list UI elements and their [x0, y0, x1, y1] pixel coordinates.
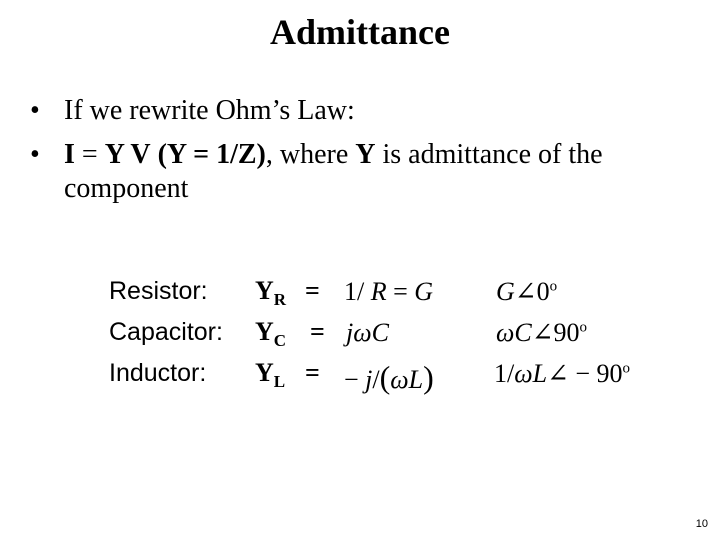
inductor-label: Inductor:	[109, 359, 207, 387]
capacitor-value: jωC	[346, 318, 389, 347]
resistor-value: 1/ R = G	[344, 277, 434, 306]
bullet-text-bold: (Y = 1/Z)	[157, 139, 266, 170]
bullet-item	[30, 138, 690, 206]
page-number: 10	[695, 518, 708, 530]
inductor-value: − j/(ωL)	[344, 359, 434, 395]
inductor-polar: 1/ωL∠ − $90^o$	[494, 359, 631, 388]
bullet-text: =	[74, 139, 105, 170]
bullet-dot-icon: •	[30, 95, 40, 126]
bullet-item	[30, 94, 690, 128]
bullet-text-bold: Y	[355, 139, 376, 170]
resistor-polar: G∠0$^o$	[496, 277, 558, 306]
bullet-text	[151, 139, 158, 170]
capacitor-label: Capacitor:	[109, 318, 223, 346]
bullet-text-bold: Y V	[104, 139, 151, 170]
capacitor-symbol: $Y_C$	[255, 317, 287, 350]
slide-title: Admittance	[270, 12, 450, 52]
bullet-text: is admittance of the component	[64, 139, 603, 204]
resistor-label: Resistor:	[109, 277, 208, 305]
resistor-symbol: $Y_R$	[255, 276, 287, 309]
bullet-list	[30, 94, 690, 206]
capacitor-equals: =	[310, 317, 325, 346]
inductor-symbol: $Y_L$	[255, 358, 286, 391]
bullet-text: , where	[265, 139, 356, 170]
bullet-text: If we rewrite Ohm’s Law:	[64, 95, 355, 126]
capacitor-polar: ωC∠90$^o$	[496, 318, 587, 347]
resistor-equals: =	[305, 276, 320, 305]
bullet-text-bold: I	[64, 139, 75, 170]
inductor-equals: =	[305, 358, 320, 387]
bullet-dot-icon: •	[30, 139, 40, 170]
